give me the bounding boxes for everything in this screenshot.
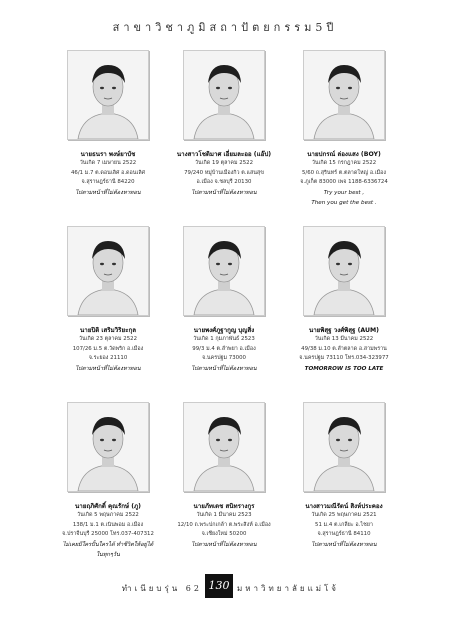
student-portrait (67, 50, 149, 140)
student-address-line: จ.ระยอง 21110 (88, 355, 128, 362)
footer-yearbook-label: ทำเนียบรุ่น 62 (121, 584, 202, 593)
student-address-line: 49/38 ม.10 ต.ลำตลาด อ.สามพราน (301, 345, 387, 352)
student-address-line: จ.เชียงใหม่ 50200 (201, 531, 247, 538)
student-address-line: 107/26 ม.5 ต.วัดพริก อ.เมือง (72, 345, 144, 352)
footer-university-label: มหาวิทยาลัยแม่โจ้ (237, 584, 339, 593)
student-name: นายปิติ เสริมวิริยะกุล (79, 327, 136, 334)
page-footer (0, 574, 450, 600)
student-name: นายภัทเดช สนิทรางกูร (193, 503, 255, 510)
student-motto: Try your best , (323, 189, 365, 196)
student-portrait (303, 50, 385, 140)
student-address-line: จ.ภูเก็ต 83000 เพจ 1188-6336724 (300, 179, 388, 186)
student-portrait (303, 226, 385, 316)
student-name: นางสาวโชติมาศ เอี่ยมละออ (แอ๊ป) (176, 151, 272, 158)
student-name: นายพงศ์ภูฐากูญ บุญสิ่ง (193, 327, 255, 334)
student-address-line: จ.ปราจีนบุรี 25000 โทร.037-407312 (62, 531, 154, 538)
student-birthdate: วันเกิด 15 กรกฎาคม 2522 (311, 160, 377, 166)
page-title: สาขาวิชาภูมิสถาปัตยกรรม5ปี (112, 21, 338, 34)
student-address-line: จ.นครปฐม 73110 โทร.034-323977 (299, 355, 389, 362)
student-motto: Then you get the best . (311, 199, 377, 206)
student-name: นางสาวมณีรัตน์ สิงห์ประคอง (305, 503, 383, 510)
student-portrait (183, 402, 265, 492)
student-birthdate: วันเกิด 13 มีนาคม 2522 (314, 336, 374, 342)
student-address-line: จ.สุราษฎร์ธานี 84110 (317, 531, 371, 538)
student-motto: ไปตามหน้าที่ไม่ต้องหาทอน (191, 365, 257, 372)
student-address-line: 5/60 ถ.สุรินทร์ ต.ตลาดใหญ่ อ.เมือง (301, 169, 387, 176)
student-motto: ในทุกๆวัน (96, 551, 120, 558)
student-portrait (303, 402, 385, 492)
student-motto: TOMORROW IS TOO LATE (304, 365, 384, 372)
student-name: นายธนรา พงษ์ยาบัช (80, 151, 136, 158)
student-address-line: 51 ม.4 ต.เกลียะ อ.ไชยา (315, 521, 373, 528)
student-motto: ไปตามหน้าที่ไม่ต้องหาทอน (191, 541, 257, 548)
student-address-line: 46/1 ม.7 ต.ดอนเลิศ อ.ดอนเลิศ (70, 169, 146, 176)
student-address-line: จ.สุราษฎร์ธานี 84220 (81, 179, 135, 186)
student-address-line: จ.นครปฐม 73000 (202, 355, 246, 362)
student-address-line: 79/240 หมู่บ้านเมืองกิว ต.แสนสุข (184, 169, 264, 176)
student-birthdate: วันเกิด 23 ตุลาคม 2522 (78, 336, 138, 342)
student-name: นายปกรณ์ ล่องแสง (BOY) (307, 151, 381, 158)
student-card (269, 402, 419, 550)
student-motto: ไปตามหน้าที่ไม่ต้องหาทอน (75, 189, 141, 196)
student-portrait (67, 402, 149, 492)
student-address-line: 99/3 ม.4 ต.ลำพยา อ.เมือง (192, 345, 256, 352)
student-birthdate: วันเกิด 5 พฤษภาคม 2522 (77, 512, 139, 518)
page-number: 130 (205, 574, 233, 598)
student-motto: ไม่เคยมีใครปั้นใครได้ ทำชีวิตให้อยู่ได้ (62, 541, 154, 548)
student-card (269, 226, 419, 374)
student-address-line: อ.เมือง จ.ชลบุรี 20130 (196, 179, 252, 186)
student-birthdate: วันเกิด 7 เมษายน 2522 (79, 160, 137, 166)
student-name: นายฤภิศักดิ์ คุณรักษ์ (ภู) (75, 503, 141, 510)
student-card (269, 50, 419, 208)
student-address-line: 12/10 ถ.พระปกเกล้า ต.พระสิงห์ อ.เมือง (177, 521, 271, 528)
student-birthdate: วันเกิด 19 ตุลาคม 2522 (194, 160, 254, 166)
student-birthdate: วันเกิด 25 พฤษภาคม 2521 (311, 512, 377, 518)
student-motto: ไปตามหน้าที่ไม่ต้องหาทอน (311, 541, 377, 548)
student-birthdate: วันเกิด 1 กุมภาพันธ์ 2523 (193, 336, 255, 342)
student-name: นายพิสุฐ วงศ์พิสุฐ (AUM) (308, 327, 380, 334)
student-portrait (67, 226, 149, 316)
student-motto: ไปตามหน้าที่ไม่ต้องหาทอน (191, 189, 257, 196)
student-birthdate: วันเกิด 1 มีนาคม 2523 (196, 512, 252, 518)
student-portrait (183, 50, 265, 140)
student-portrait (183, 226, 265, 316)
student-address-line: 138/1 ม.1 ต.เนินพอม อ.เมือง (72, 521, 144, 528)
student-motto: ไปตามหน้าที่ไม่ต้องหาทอน (75, 365, 141, 372)
